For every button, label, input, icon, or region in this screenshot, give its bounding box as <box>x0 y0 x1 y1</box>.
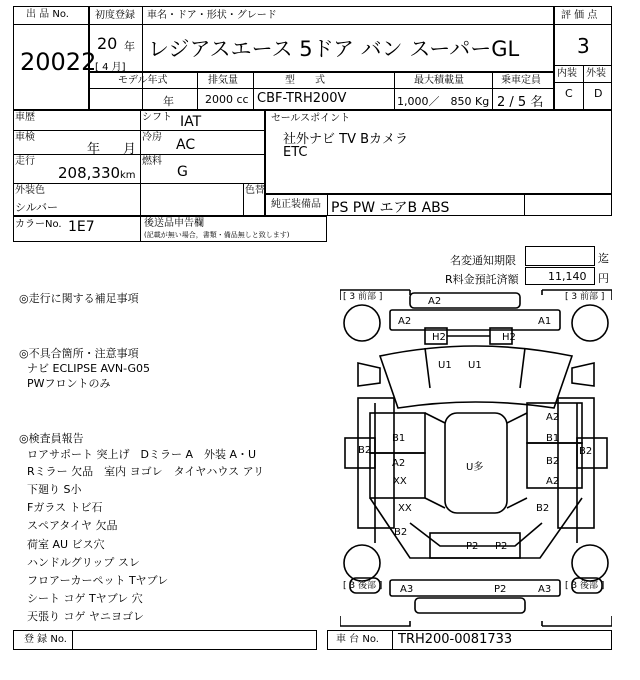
mark-rear-p2-2: P2 <box>495 541 508 552</box>
mirror-right <box>572 363 594 386</box>
mark-left-side-b2: B2 <box>358 445 372 456</box>
wheel-front-right <box>572 305 608 341</box>
front-panel-shape <box>390 310 560 330</box>
history-label: 車歴 <box>15 112 35 123</box>
score-value: 3 <box>577 34 590 58</box>
name-change-box <box>525 246 595 266</box>
mark-headlight-left: H2 <box>432 332 446 343</box>
model-type-label: 型 式 <box>285 75 325 86</box>
sales-point-line-2: ETC <box>283 145 308 160</box>
mark-left-mid-a2: A2 <box>392 458 406 469</box>
mark-right-a2-top: A2 <box>546 412 560 423</box>
exterior-grade: D <box>594 87 603 100</box>
corner-label-tr: [ 3 前部 ] <box>565 292 605 302</box>
mark-headlight-right: H2 <box>502 332 516 343</box>
wheel-front-left <box>344 305 380 341</box>
mileage-unit: km <box>120 170 136 181</box>
recycle-label: R料金預託済額 <box>445 273 519 286</box>
name-change-unit: 迄 <box>598 252 609 265</box>
interior-label: 内装 <box>557 68 577 79</box>
exterior-label: 外装 <box>586 68 606 79</box>
defect-line-2: PWフロントのみ <box>27 377 111 390</box>
first-reg-year: 20 <box>97 34 118 53</box>
equipment-label: 純正装備品 <box>271 199 321 210</box>
inspector-line-8: フロアーカーペット Tヤブレ <box>27 574 169 587</box>
model-type: CBF-TRH200V <box>257 91 347 106</box>
mark-right-a2-low: A2 <box>546 476 560 487</box>
corner-label-tl: [ 3 前部 ] <box>343 292 383 302</box>
corner-label-br: [ 3 後部 ] <box>565 581 605 591</box>
model-year-label: モデル年式 <box>118 75 168 86</box>
mark-rear-right: A3 <box>538 584 552 595</box>
mark-left-front-door: B1 <box>392 433 406 444</box>
rear-bumper-shape <box>415 598 525 613</box>
sales-point-line-1: 社外ナビ TV Bカメラ <box>283 132 409 147</box>
equipment-value: PS PW エアB ABS <box>331 200 450 216</box>
inspector-line-9: シート コゲ Tヤブレ 穴 <box>27 592 143 605</box>
mileage-label: 走行 <box>15 156 35 167</box>
score-label: 評 価 点 <box>561 10 598 21</box>
mark-front-left: A2 <box>398 316 412 327</box>
inspector-line-2: Rミラー 欠品 室内 ヨゴレ タイヤハウス アリ <box>27 465 265 478</box>
chassis-label: 車 台 No. <box>336 634 379 645</box>
exterior-color-label: 外装色 <box>15 185 45 196</box>
rear-panel-shape <box>390 580 560 596</box>
car-name-label: 車名・ドア・形状・グレード <box>147 10 277 21</box>
color-no-label: カラーNo. <box>15 219 62 230</box>
color-change-label: 色替 <box>245 185 265 196</box>
first-reg-year-unit: 年 <box>124 40 135 53</box>
model-year: 年 <box>163 95 174 108</box>
interior-grade: C <box>565 87 573 100</box>
fuel: G <box>177 164 188 180</box>
capacity: 2 / 5 名 <box>497 95 544 110</box>
first-reg-month: [ 4 月] <box>95 62 126 73</box>
max-load: 1,000／ 850 Kg <box>397 95 490 108</box>
fuel-label: 燃料 <box>142 156 162 167</box>
vehicle-diagram <box>340 288 612 628</box>
recycle-value: 11,140 <box>548 270 587 283</box>
shift-label: シフト <box>142 112 172 123</box>
mark-right-b2-side: B2 <box>579 446 593 457</box>
mark-windshield-1: U1 <box>438 360 452 371</box>
shift: IAT <box>180 114 202 130</box>
ac: AC <box>176 137 196 153</box>
mark-rear-left: A3 <box>400 584 414 595</box>
max-load-label: 最大積載量 <box>414 75 464 86</box>
inspector-line-3: 下廻り S小 <box>27 483 82 496</box>
corner-label-bl: [ 3 後部 ] <box>343 581 383 591</box>
inspector-line-6: 荷室 AU ビス穴 <box>27 538 105 551</box>
capacity-label: 乗車定員 <box>501 75 541 86</box>
car-name: レジアスエース 5ドア バン スーパーGL <box>148 37 520 61</box>
ac-label: 冷房 <box>142 132 162 143</box>
inspector-title: ◎検査員報告 <box>19 432 84 445</box>
aftermarket-label: 後送品申告欄 <box>144 218 204 229</box>
inspector-line-4: Fガラス トビ石 <box>27 501 103 514</box>
lot-number: 20022 <box>20 48 97 76</box>
right-side-shape <box>558 398 594 528</box>
aftermarket-note: (記載が無い場合，書類・備品無しと致します) <box>144 231 290 239</box>
inspector-line-7: ハンドルグリップ スレ <box>27 556 140 569</box>
first-reg-label: 初度登録 <box>95 10 135 21</box>
displacement: 2000 cc <box>205 93 249 106</box>
windshield-shape <box>380 346 572 408</box>
mileage: 208,330 <box>58 164 121 182</box>
mark-left-rear-xx: XX <box>398 503 412 514</box>
displacement-label: 排気量 <box>208 75 238 86</box>
chassis-no: TRH200-0081733 <box>398 632 513 647</box>
defect-title: ◎不具合箇所・注意事項 <box>19 347 139 360</box>
left-side-shape <box>358 398 394 528</box>
inspector-line-1: ロアサポート 突上げ Dミラー A 外装 A・U <box>27 448 257 461</box>
mark-rear-mid: P2 <box>494 584 507 595</box>
lot-label: 出 品 No. <box>26 9 69 20</box>
inspector-line-5: スペアタイヤ 欠品 <box>27 519 118 532</box>
mark-windshield-2: U1 <box>468 360 482 371</box>
inspector-line-10: 天張り コゲ ヤニヨゴレ <box>27 610 144 623</box>
wheel-rear-right <box>572 545 608 581</box>
exterior-color: シルバー <box>15 201 58 214</box>
recycle-unit: 円 <box>598 272 609 285</box>
sales-point-label: セールスポイント <box>271 113 351 124</box>
mark-left-mid-xx: XX <box>393 476 407 487</box>
mark-right-b2-mid: B2 <box>546 456 560 467</box>
shaken-label: 車検 <box>15 132 35 143</box>
front-bumper-shape <box>410 293 520 308</box>
shaken-year-unit: 年 <box>87 142 101 157</box>
mark-left-rear-b2: B2 <box>394 527 408 538</box>
defect-line-1: ナビ ECLIPSE AVN-G05 <box>27 362 151 375</box>
mark-front-bumper: A2 <box>428 296 442 307</box>
mirror-left <box>358 363 380 386</box>
shaken-month-unit: 月 <box>123 142 137 157</box>
color-no: 1E7 <box>68 219 95 235</box>
name-change-label: 名変通知期限 <box>450 254 516 267</box>
mark-right-b1: B1 <box>546 433 560 444</box>
mark-front-right: A1 <box>538 316 552 327</box>
driving-notes-title: ◎走行に関する補足事項 <box>19 292 139 305</box>
wheel-rear-left <box>344 545 380 581</box>
reg-no-label: 登 録 No. <box>24 634 67 645</box>
mark-rear-p2-1: P2 <box>466 541 479 552</box>
mark-right-rear-b2: B2 <box>536 503 550 514</box>
mark-roof: U多 <box>466 462 484 473</box>
